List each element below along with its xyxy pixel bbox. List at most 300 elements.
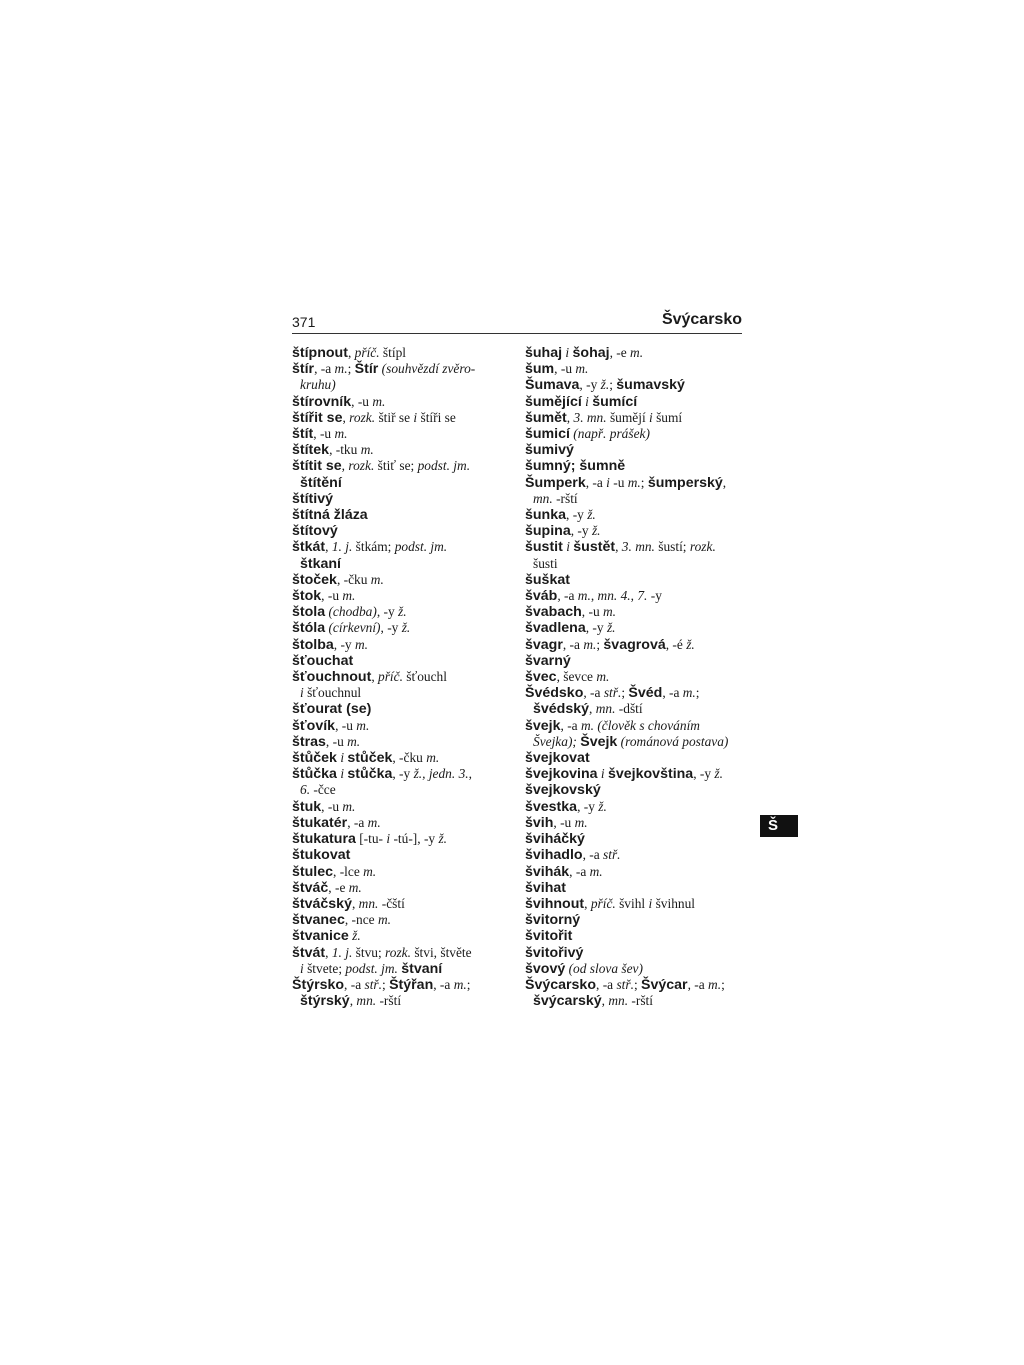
grammar-label: m. [603, 604, 617, 620]
dictionary-entry-line [292, 847, 510, 863]
entry-text: , [371, 669, 379, 685]
headword: štukovat [292, 847, 351, 864]
dictionary-entry-line [292, 458, 510, 474]
dictionary-entry-line [292, 880, 510, 896]
dictionary-entry-line [525, 426, 743, 442]
dictionary-entry-line [525, 637, 743, 653]
entry-text: štvu; [352, 944, 386, 960]
headword: štvát [292, 944, 326, 961]
grammar-label: m. [453, 976, 467, 992]
entry-text: , -u [321, 798, 343, 814]
entry-text: švihl [615, 895, 649, 911]
grammar-label: m. [354, 636, 369, 652]
headword: švihadlo [525, 847, 583, 864]
dictionary-entry-line [292, 572, 510, 588]
grammar-label: mn. 4. [597, 588, 631, 604]
entry-text: , [349, 993, 357, 1009]
grammar-label: mn. [595, 701, 616, 717]
grammar-label: podst. jm. [417, 458, 471, 474]
dictionary-entry-line [525, 539, 743, 555]
dictionary-entry-line [292, 977, 510, 993]
headword: švitořit [525, 928, 573, 945]
dictionary-entry-line [525, 475, 743, 491]
entry-text: ; [596, 636, 604, 652]
headword: Štýřan [389, 976, 434, 993]
dictionary-entry-line [525, 977, 743, 993]
dictionary-entry-line [525, 831, 743, 847]
dictionary-entry-line [525, 928, 743, 944]
dictionary-entry-line [292, 491, 510, 507]
dictionary-entry-line [292, 701, 510, 717]
entry-text: štkám; [352, 539, 395, 555]
dictionary-entry-line [525, 896, 743, 912]
headword: stůčka [347, 766, 393, 783]
dictionary-entry-line [292, 864, 510, 880]
headword: šupina [525, 523, 571, 540]
headword: štýrský [300, 993, 350, 1010]
entry-text: -čští [378, 895, 405, 911]
headword: Švédsko [525, 685, 584, 702]
entry-text: ; [721, 976, 725, 992]
headword: švejkovský [525, 782, 601, 799]
entry-text: , -e [328, 879, 349, 895]
entry-text: -rští [628, 993, 653, 1009]
grammar-label: ž. [591, 523, 601, 539]
headword: štítový [292, 523, 338, 540]
dictionary-entry-line [525, 653, 743, 669]
entry-text: , -a [596, 976, 617, 992]
entry-text: , [601, 993, 609, 1009]
grammar-label: (člověk s chováním [594, 717, 700, 733]
headword: štítná žláza [292, 507, 368, 524]
headword: šváb [525, 588, 558, 605]
dictionary-entry-line [525, 442, 743, 458]
grammar-label: ž. [352, 928, 361, 944]
dictionary-entry-line [525, 766, 743, 782]
dictionary-entry-line [525, 847, 743, 863]
headword: štulec [292, 863, 334, 880]
dictionary-entry-line [525, 669, 743, 685]
grammar-label: rozk. [385, 944, 411, 960]
dictionary-entry-line [525, 604, 743, 620]
entry-text: ; [466, 976, 471, 992]
entry-text: , -y [376, 604, 399, 620]
dictionary-entry-line [292, 539, 510, 555]
entry-text: , -u [325, 733, 348, 749]
headword: švový [525, 960, 566, 977]
headword: šviháčký [525, 831, 585, 848]
entry-text: -rští [552, 490, 578, 506]
grammar-label: ž. [714, 766, 723, 782]
entry-text: , -u [351, 393, 373, 409]
dictionary-entry-line [292, 993, 510, 1009]
entry-text: , [347, 345, 355, 360]
entry-text: ; [347, 361, 355, 377]
entry-text: , -y [693, 766, 715, 782]
entry-text: -dští [615, 701, 643, 717]
entry-text: šusti [533, 555, 558, 571]
headword: Švejk [580, 733, 618, 750]
headword: šumperský [647, 474, 723, 491]
grammar-label: m. [367, 814, 381, 830]
grammar-label: příč. [354, 345, 380, 360]
grammar-label: m. [577, 588, 591, 604]
dictionary-entry-line [292, 426, 510, 442]
grammar-label: rozk. [348, 458, 375, 474]
headword: štukatér [292, 814, 348, 831]
dictionary-entry-line [525, 361, 743, 377]
headword: štvanice [292, 928, 349, 945]
headword: švýcarský [533, 993, 602, 1010]
entry-text: šumějí [606, 409, 650, 425]
headword: štola [292, 604, 326, 621]
dictionary-entry-line [525, 782, 743, 798]
entry-text: ; [621, 685, 629, 701]
grammar-label: m. [708, 976, 722, 992]
headword: Švýcarsko [525, 976, 596, 993]
grammar-label: m. [342, 798, 356, 814]
grammar-label: příč. [590, 895, 616, 911]
dictionary-entry-line [292, 475, 510, 491]
entry-text: štvi, štvěte [410, 944, 472, 960]
dictionary-entry-line [292, 442, 510, 458]
entry-text: štípl [379, 345, 406, 360]
headword: švadlena [525, 620, 586, 637]
headword: šum [525, 361, 555, 378]
entry-text: -u [609, 474, 628, 490]
headword: štok [292, 588, 322, 605]
headword: švihák [525, 863, 570, 880]
grammar-label: mn. [608, 993, 629, 1009]
grammar-label: ž. [606, 620, 616, 636]
entry-text: , [589, 701, 596, 717]
entry-text: štiť se; [374, 458, 418, 474]
entry-text: , -a [562, 636, 584, 652]
dictionary-entry-line [525, 718, 743, 734]
headword: štírovník [292, 393, 352, 410]
grammar-label: stř. [603, 685, 622, 701]
headword: štípnout [292, 345, 348, 361]
entry-text: -tú-], -y [390, 831, 439, 847]
dictionary-entry-line [292, 961, 510, 977]
grammar-label: podst. jm. [394, 539, 448, 555]
entry-text: ; [609, 377, 617, 393]
dictionary-entry-line [525, 799, 743, 815]
entry-text: šťouchl [402, 669, 447, 685]
entry-text: , [342, 409, 350, 425]
headword: švédský [533, 701, 590, 718]
headword: štolba [292, 636, 334, 653]
headword: švejkovina [525, 766, 598, 783]
entry-text: , -a [560, 717, 581, 733]
grammar-label: rozk. [689, 539, 716, 555]
dictionary-entry-line [525, 345, 743, 361]
dictionary-entry-line [292, 734, 510, 750]
grammar-label: ž., jedn. 3. [413, 766, 469, 782]
entry-text: , -tku [329, 442, 361, 458]
dictionary-entry-line [292, 394, 510, 410]
dictionary-entry-line [525, 458, 743, 474]
grammar-label: m. [627, 474, 641, 490]
grammar-label: i [648, 895, 653, 911]
grammar-label: m. [356, 717, 370, 733]
entry-text: , -u [321, 588, 343, 604]
entry-text: , [590, 588, 598, 604]
entry-text: , [325, 539, 332, 555]
grammar-label: m. [347, 733, 361, 749]
entry-text: , [468, 766, 472, 782]
headword: Štýrsko [292, 976, 345, 993]
headword: švih [525, 814, 554, 831]
entry-text: , [325, 944, 332, 960]
entry-text: , -y [392, 766, 414, 782]
headword: Štír [354, 361, 379, 378]
entry-text: , -a [662, 685, 683, 701]
headword: štvaní [401, 960, 443, 977]
dictionary-entry-line [292, 361, 510, 377]
dictionary-entry-line [525, 945, 743, 961]
dictionary-entry-line [525, 572, 743, 588]
entry-text: , -y [333, 636, 355, 652]
grammar-label: m. [334, 426, 348, 442]
entry-text: , ševce [556, 669, 597, 685]
headword: šumavský [616, 377, 685, 394]
dictionary-entry-line [292, 410, 510, 426]
entry-text: , -lce [333, 863, 364, 879]
headword: šumět [525, 409, 567, 426]
dictionary-entry-line [525, 507, 743, 523]
headword: švabach [525, 604, 582, 621]
entry-text: , -a [585, 474, 607, 490]
headword: štůček [292, 750, 337, 767]
grammar-label: stř. [364, 976, 382, 992]
headword: Švéd [628, 685, 663, 702]
entry-text: ; [382, 976, 390, 992]
grammar-label: m. [575, 361, 589, 377]
grammar-label: (od slova šev) [565, 960, 643, 976]
dictionary-column-left [292, 345, 510, 1009]
headword: štváč [292, 879, 329, 896]
headword: šťouchnout [292, 669, 372, 686]
grammar-label: ž. [600, 377, 610, 393]
dictionary-entry-line [525, 410, 743, 426]
entry-text: , [341, 458, 349, 474]
entry-text: , -e [609, 345, 631, 360]
grammar-label: i [300, 960, 304, 976]
entry-text: , -a [433, 976, 454, 992]
entry-text: , -y [577, 798, 599, 814]
grammar-label: příč. [378, 669, 403, 685]
grammar-label: m. [372, 393, 386, 409]
headword: šumný; šumně [525, 458, 626, 475]
dictionary-entry-line [525, 620, 743, 636]
entry-text: , -čku [392, 750, 427, 766]
headword: šumějící [525, 393, 582, 410]
dictionary-entry-line [292, 750, 510, 766]
dictionary-entry-line [525, 993, 743, 1009]
headword: švitorný [525, 912, 581, 929]
dictionary-entry-line [292, 685, 510, 701]
dictionary-entry-line [525, 685, 743, 701]
entry-text: , -a [344, 976, 365, 992]
entry-text: , -a [314, 361, 335, 377]
dictionary-entry-line [292, 831, 510, 847]
grammar-label: ž. [686, 636, 695, 652]
entry-text: -rští [376, 993, 402, 1009]
headword: švarný [525, 652, 571, 669]
entry-text: , -y [570, 523, 592, 539]
grammar-label: m. [370, 571, 384, 587]
dictionary-entry-line [292, 896, 510, 912]
grammar-label: kruhu) [300, 377, 336, 393]
headword: Šumava [525, 377, 580, 394]
grammar-label: i [600, 766, 605, 782]
grammar-label: 1. j. [331, 539, 353, 555]
headword: štítit se [292, 458, 342, 475]
entry-text: , [615, 539, 622, 555]
grammar-label: m. [583, 636, 597, 652]
grammar-label: m. [334, 361, 348, 377]
entry-text: , [584, 895, 591, 911]
running-head: Švýcarsko [661, 311, 742, 328]
headword: Šumperk [525, 474, 586, 491]
headword: stůček [347, 750, 393, 767]
entry-text: , -čku [336, 571, 371, 587]
grammar-label: i [340, 766, 345, 782]
headword: šustět [573, 539, 616, 556]
entry-text: šumí [652, 409, 683, 425]
grammar-label: i [565, 345, 570, 360]
headword: štířit se [292, 409, 343, 426]
dictionary-entry-line [292, 766, 510, 782]
grammar-label: m. [630, 345, 644, 360]
entry-text: , -a [687, 976, 709, 992]
entry-text: , -a [557, 588, 578, 604]
dictionary-entry-line [292, 653, 510, 669]
entry-text: , -u [581, 604, 603, 620]
grammar-label: m. [580, 717, 594, 733]
grammar-label: 7. [637, 588, 648, 604]
dictionary-entry-line [525, 961, 743, 977]
dictionary-entry-line [292, 556, 510, 572]
headword: šťovík [292, 717, 336, 734]
headword: švejkovat [525, 750, 590, 767]
entry-text: štíři se [417, 409, 456, 425]
dictionary-entry-line [525, 880, 743, 896]
entry-text: , [722, 474, 727, 490]
grammar-label: m. [360, 442, 374, 458]
headword: štras [292, 733, 326, 750]
dictionary-entry-line [525, 491, 743, 507]
page-header [292, 311, 742, 334]
entry-text: , [566, 409, 574, 425]
headword: švagrová [603, 636, 666, 653]
headword: štóla [292, 620, 326, 637]
entry-text: , -a [582, 847, 604, 863]
entry-text: , -a [569, 863, 590, 879]
dictionary-entry-line [292, 718, 510, 734]
dictionary-entry-line [525, 556, 743, 572]
grammar-label: podst. jm. [345, 960, 398, 976]
letter-thumb-tab: Š [760, 815, 798, 837]
headword: štít [292, 426, 314, 443]
grammar-label: 1. j. [331, 944, 353, 960]
grammar-label: m. [363, 863, 377, 879]
page-number: 371 [292, 314, 316, 330]
grammar-label: ž. [398, 604, 407, 620]
entry-text: , -a [583, 685, 604, 701]
grammar-label: mn. [358, 895, 379, 911]
grammar-label: i [649, 409, 653, 425]
dictionary-column-right [525, 345, 743, 1009]
dictionary-entry-line [292, 507, 510, 523]
dictionary-entry-line [292, 799, 510, 815]
entry-text: , -u [313, 426, 335, 442]
headword: štváčský [292, 895, 352, 912]
grammar-label: 3. mn. [621, 539, 655, 555]
entry-text: -y [647, 588, 662, 604]
grammar-label: rozk. [349, 409, 376, 425]
dictionary-entry-line [292, 928, 510, 944]
dictionary-entry-line [292, 782, 510, 798]
headword: šustit [525, 539, 563, 556]
headword: šumivý [525, 442, 574, 459]
dictionary-entry-line [292, 604, 510, 620]
headword: šťouchat [292, 652, 354, 669]
headword: šunka [525, 507, 567, 524]
entry-text: ; [633, 976, 642, 992]
entry-text: [-tu- [355, 831, 387, 847]
entry-text: štiř se [375, 409, 414, 425]
grammar-label: ž. [587, 507, 596, 523]
grammar-label: ž. [598, 798, 607, 814]
grammar-label: i [566, 539, 570, 555]
grammar-label: i [340, 750, 345, 766]
entry-text: , -y [566, 507, 588, 523]
headword: šuhaj [525, 345, 563, 361]
grammar-label: ž. [401, 620, 411, 636]
grammar-label: m. [377, 912, 391, 928]
grammar-label: m. [589, 863, 603, 879]
entry-text: , -u [554, 361, 576, 377]
grammar-label: m. [596, 669, 610, 685]
grammar-label: stř. [616, 976, 634, 992]
headword: štuk [292, 798, 322, 815]
entry-text: , -a [347, 814, 368, 830]
dictionary-entry-line [525, 701, 743, 717]
headword: štkaní [300, 555, 342, 572]
dictionary-entry-line [292, 377, 510, 393]
entry-text: , -y [579, 377, 601, 393]
grammar-label: (románová postava) [617, 733, 729, 749]
dictionary-entry-line [292, 588, 510, 604]
headword: štkát [292, 539, 326, 556]
grammar-label: m. [348, 879, 362, 895]
grammar-label: Švejka); [533, 733, 577, 749]
headword: švestka [525, 798, 578, 815]
headword: šťourat (se) [292, 701, 372, 718]
dictionary-entry-line [525, 815, 743, 831]
dictionary-entry-line [525, 734, 743, 750]
grammar-label: m. [682, 685, 696, 701]
grammar-label: m. [574, 814, 588, 830]
dictionary-entry-line [292, 912, 510, 928]
dictionary-entry-line [292, 945, 510, 961]
grammar-label: (chodba) [325, 604, 377, 620]
entry-text: , -y [585, 620, 607, 636]
headword: štvanec [292, 912, 345, 929]
headword: šumicí [525, 426, 570, 443]
